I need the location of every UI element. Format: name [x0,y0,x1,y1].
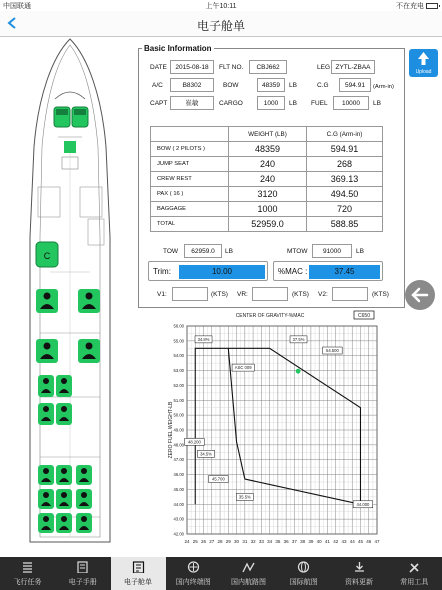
x-tick-label: 39 [308,539,314,544]
date-field[interactable]: 2015-08-18 [170,60,214,74]
route-chart-icon [242,561,255,573]
y-tick-label: 42.00 [173,531,184,537]
tab-label: 国际航图 [289,579,318,586]
row-cg: 494.50 [307,187,383,202]
tab-route-chart[interactable] [221,557,276,590]
x-tick-label: 41 [324,539,330,544]
x-tick-label: 35 [275,539,281,544]
pax-seat [78,339,100,363]
table-row [151,142,383,157]
tab-tools[interactable] [387,557,442,590]
upload-label: Upload [415,69,432,75]
x-tick-label: 43 [341,539,347,544]
tab-terminal-chart[interactable] [166,557,221,590]
annotation-label: 34.8% [197,336,210,342]
tow-field[interactable]: 62959.0 [184,244,222,258]
x-tick-label: 31 [242,539,248,544]
pax-seat [38,489,54,509]
mac-box [273,261,383,281]
x-tick-label: 32 [250,539,256,544]
tab-manifest[interactable] [111,557,166,590]
v2-unit: (KTS) [372,291,389,298]
cg-unit: (Arm-in) [373,84,394,90]
row-name: BOW ( 2 PILOTS ) [151,142,229,157]
update-icon [353,561,366,573]
row-name: JUMP SEAT [151,157,229,172]
table-header: WEIGHT (LB) [229,127,307,142]
y-tick-label: 53.00 [173,368,184,374]
aircraft-label: A/C [152,82,163,89]
y-tick-label: 52.00 [173,382,184,388]
list-icon [21,561,34,573]
annotation-label: 48.200 [188,439,201,445]
cg-envelope-chart [155,308,385,548]
clock: 上午10:11 [205,3,237,10]
pax-seat [56,489,72,509]
row-name: TOTAL [151,217,229,232]
captain-field[interactable]: 崔敏 [170,96,214,110]
tab-bar [0,557,442,590]
x-tick-label: 34 [267,539,273,544]
x-tick-label: 29 [225,539,231,544]
pilot-seat-right [72,107,88,127]
pax-seat [56,513,72,533]
international-chart-icon [297,561,310,573]
captain-label: CAPT [150,100,168,107]
x-tick-label: 24 [184,539,190,544]
tab-update[interactable] [332,557,387,590]
flight-number-field[interactable]: CBJ662 [249,60,287,74]
x-tick-label: 47 [374,539,380,544]
crew-rest-label: C [43,251,51,261]
annotation-label: ASC 009 [234,365,252,371]
x-tick-label: 28 [217,539,223,544]
x-tick-label: 26 [201,539,207,544]
y-tick-label: 44.00 [173,501,184,507]
cargo-unit: LB [289,100,297,107]
bow-unit: LB [289,82,297,89]
arrow-left-icon [405,280,435,310]
table-row [151,202,383,217]
x-tick-label: 27 [209,539,215,544]
chart-title: CENTER OF GRAVITY-%MAC [235,313,305,319]
tab-book[interactable] [55,557,110,590]
tab-label: 资料更新 [345,579,373,586]
pax-seat [76,465,92,485]
charging-label: 不在充电 [396,3,424,10]
row-cg: 268 [307,157,383,172]
y-tick-label: 49.00 [173,427,184,433]
v2-field[interactable] [332,287,368,301]
upload-button[interactable] [409,49,438,77]
tab-label: 国内终端图 [175,579,211,586]
pax-seat [38,465,54,485]
terminal-chart-icon [187,561,200,573]
panel-title: Basic Information [144,44,212,53]
mac-label: %MAC : [278,267,308,276]
v2-label: V2: [318,291,328,298]
row-cg: 588.85 [307,217,383,232]
tow-unit: LB [225,248,233,255]
aircraft-field[interactable]: B8302 [170,78,214,92]
x-tick-label: 30 [234,539,240,544]
leg-label: LEG [317,64,331,71]
pax-seat [36,289,58,313]
chart-tag: C650 [358,313,370,319]
pax-seat [76,513,92,533]
fuel-field[interactable]: 10000 [333,96,369,110]
pax-seat [38,403,54,425]
vr-label: VR: [237,291,248,298]
mtow-unit: LB [356,248,364,255]
table-header: C.G (Arm-in) [307,127,383,142]
pax-seat [56,375,72,397]
y-tick-label: 46.00 [173,472,184,478]
jump-seat [64,141,76,153]
cg-point [296,369,301,374]
v1-unit: (KTS) [211,291,228,298]
tab-label: 飞行任务 [13,579,42,586]
pilot-seat-left [54,107,70,127]
table-row [151,217,383,232]
tab-label: 电子舱单 [124,579,152,586]
annotation-label: 37.5% [292,336,305,342]
bow-label: BOW [223,82,239,89]
annotation-label: 34.5% [200,451,212,457]
upload-icon [409,49,438,69]
table-header [151,127,229,142]
page-title: 电子舱单 [196,19,245,33]
annotation-label: 44.000 [356,501,370,507]
leg-field[interactable]: ZYTL-ZBAA [331,60,375,74]
row-weight: 1000 [229,202,307,217]
x-tick-label: 45 [357,539,363,544]
fuel-label: FUEL [311,100,328,107]
table-row [151,187,383,202]
y-tick-label: 43.00 [173,516,184,522]
pax-seat [56,465,72,485]
tab-list[interactable] [0,557,55,590]
back-floating-button[interactable] [405,280,435,310]
row-weight: 240 [229,172,307,187]
fuel-unit: LB [373,100,381,107]
table-row [151,172,383,187]
y-tick-label: 54.00 [173,353,184,359]
v1-label: V1: [157,291,167,298]
y-tick-label: 51.00 [173,397,184,403]
y-tick-label: 48.00 [173,442,184,448]
row-name: CREW REST [151,172,229,187]
cargo-field[interactable]: 1000 [257,96,285,110]
row-weight: 52959.0 [229,217,307,232]
y-tick-label: 50.00 [173,412,184,418]
row-name: PAX ( 16 ) [151,187,229,202]
pax-seat [36,339,58,363]
tab-international-chart[interactable] [276,557,331,590]
mtow-field[interactable]: 91000 [312,244,352,258]
mac-value: 37.45 [309,265,380,279]
date-label: DATE [150,64,167,71]
row-weight: 3120 [229,187,307,202]
cargo-label: CARGO [219,100,243,107]
annotation-label: 35.5% [238,494,251,500]
pax-seat [76,489,92,509]
manifest-icon [132,561,145,573]
table-header-row [151,127,383,142]
cg-label: C.G [317,82,329,89]
table-row [151,157,383,172]
x-tick-label: 38 [300,539,306,544]
vr-unit: (KTS) [292,291,309,298]
x-tick-label: 25 [192,539,198,544]
weight-balance-table [150,126,383,232]
y-axis-label: ZERO FUEL WEIGHT-LB [168,401,174,459]
trim-label: Trim: [153,267,171,276]
row-cg: 594.91 [307,142,383,157]
row-cg: 369.13 [307,172,383,187]
x-tick-label: 42 [333,539,339,544]
pax-seat [78,289,100,313]
annotation-label: 54.500 [325,348,339,354]
book-icon [76,561,89,573]
pax-seat [38,375,54,397]
cg-field[interactable]: 594.91 [339,78,371,92]
trim-value: 10.00 [179,265,265,279]
bow-field[interactable]: 48359 [257,78,285,92]
row-cg: 720 [307,202,383,217]
y-tick-label: 47.00 [173,457,184,463]
y-tick-label: 56.00 [173,323,184,329]
nav-bar [0,11,442,37]
annotation-label: 45.700 [211,476,225,482]
tab-label: 常用工具 [400,579,429,586]
y-tick-label: 55.00 [173,338,184,344]
tab-label: 国内航路图 [231,579,266,586]
tow-label: TOW [163,248,179,255]
row-weight: 48359 [229,142,307,157]
tools-icon [408,561,421,573]
trim-box [148,261,268,281]
row-name: BAGGAGE [151,202,229,217]
status-bar [0,0,442,11]
mtow-label: MTOW [287,248,308,255]
pax-seat [38,513,54,533]
pax-seat [56,403,72,425]
x-tick-label: 46 [366,539,372,544]
y-tick-label: 45.00 [173,486,184,492]
battery-status [396,1,438,11]
tab-label: 电子手册 [68,579,97,586]
row-weight: 240 [229,157,307,172]
x-tick-label: 36 [283,539,289,544]
carrier-label: 中国联通 [3,3,31,10]
x-tick-label: 37 [291,539,297,544]
aircraft-seat-map [0,37,140,557]
x-tick-label: 44 [349,539,355,544]
x-tick-label: 40 [316,539,322,544]
flight-number-label: FLT NO. [219,64,244,71]
x-tick-label: 33 [258,539,264,544]
vr-field[interactable] [252,287,288,301]
v1-field[interactable] [172,287,208,301]
battery-icon [426,3,438,9]
